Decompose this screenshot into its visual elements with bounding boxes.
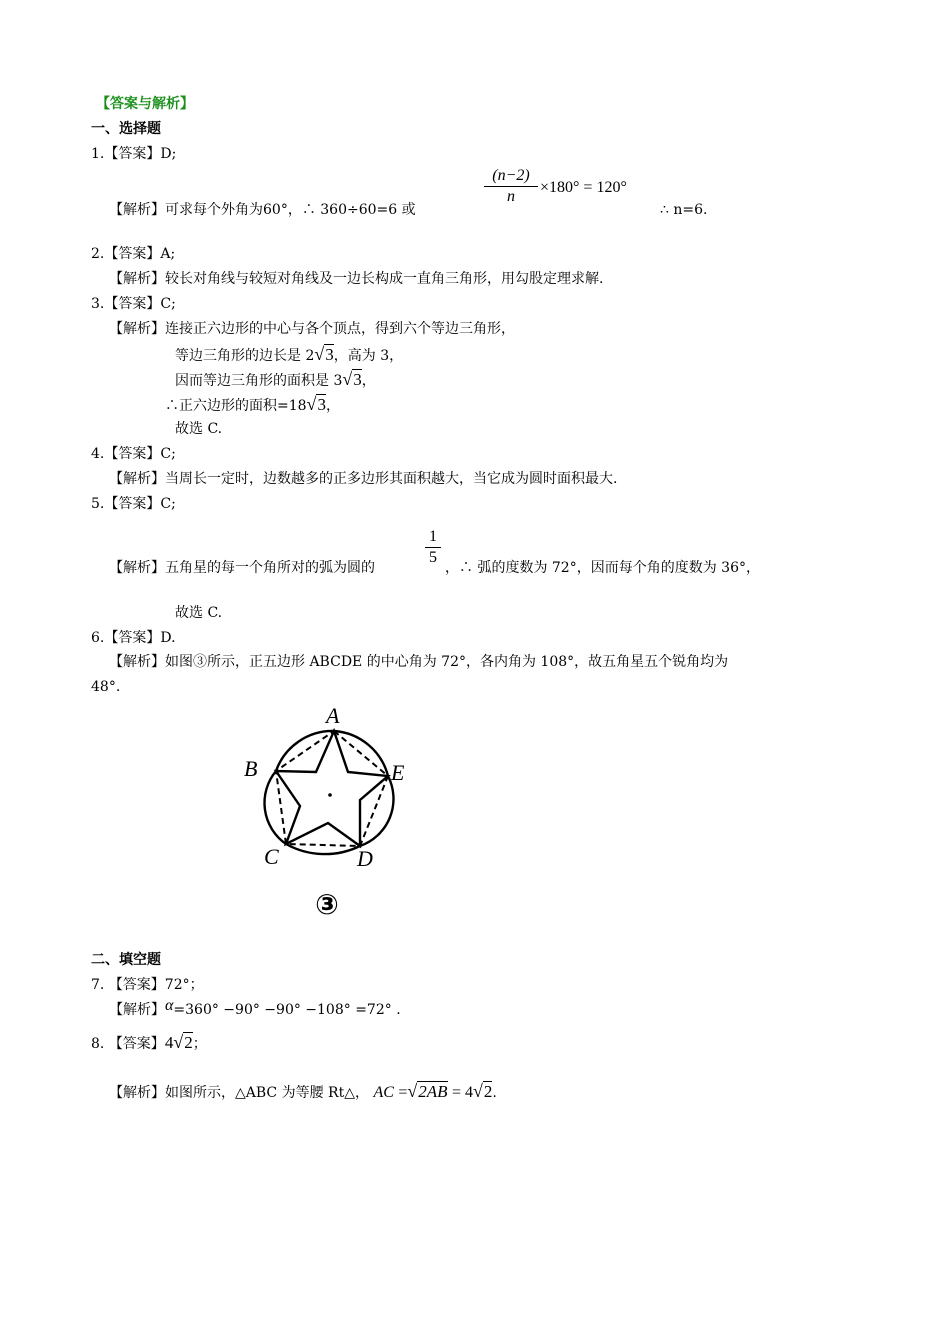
q8-explanation-text: 【解析】如图所示，△ABC 为等腰 Rt△， [109,1085,369,1101]
figure-circle-arcs [264,731,393,854]
q8-answer [91,1032,207,1054]
q5-answer: 5.【答案】C; [91,496,176,512]
figure-star-pentagon [236,696,426,926]
q8-radicand-b: 2 [483,1082,493,1101]
q5-frac-den: 5 [429,549,437,566]
q3-explanation-line4 [165,394,340,416]
label-b: B [244,756,258,781]
q3-radicand-b: 3 [353,370,362,389]
label-d: D [357,846,373,871]
q8-period: . [492,1085,497,1101]
q8-label: 8. 【答案】 [91,1036,165,1052]
q7-equation: =360° −90° −90° −108° =72° . [173,1002,401,1018]
q3-answer: 3.【答案】C; [91,296,176,312]
q1-explanation: 【解析】可求每个外角为60°，∴ 360÷60=6 或 [109,202,416,218]
q3-radicand-c: 3 [317,395,326,414]
q5-explanation-rest: ，∴ 弧的度数为 72°，因而每个角的度数为 36°， [445,560,760,576]
q8-sqrt2-c: √2 [473,1081,493,1101]
q8-coef: 4 [164,1033,174,1052]
q3-height-text: ，高为 3， [333,348,404,364]
q1-fraction [484,166,538,207]
q3-comma-2: ， [325,398,340,414]
q3-sqrt3-a: √3 [314,344,334,364]
q5-explanation: 【解析】五角星的每一个角所对的弧为圆的 [109,560,375,576]
q5-fraction [425,527,441,568]
q1-frac-rest: ×180° = 120° [540,179,627,196]
q2-answer: 2.【答案】A; [91,246,176,262]
q4-explanation: 【解析】当周长一定时，边数越多的正多边形其面积越大，当它成为圆时面积最大. [109,471,618,487]
label-a: A [326,703,340,728]
q5-frac-num: 1 [429,528,437,545]
q8-semicolon: ； [192,1036,207,1052]
q6-explanation-line2: 48°. [91,679,121,695]
q3-explanation-line1: 【解析】连接正六边形的中心与各个顶点，得到六个等边三角形， [109,321,515,337]
q6-explanation-line1: 【解析】如图③所示，正五边形 ABCDE 的中心角为 72°，各内角为 108°，故五角星五个锐角均为 [109,654,729,670]
q8-eq2: = 4 [452,1084,474,1101]
figure-center-dot [328,793,332,797]
q1-answer: 1.【答案】D; [91,146,177,162]
q3-sqrt3-c: √3 [306,394,326,414]
q3-hexagon-area-text: ∴正六边形的面积=18 [165,398,307,414]
q7-answer: 7. 【答案】72°； [91,977,204,993]
q6-answer: 6.【答案】D. [91,630,176,646]
q3-explanation-line2 [175,344,403,366]
q3-radicand-a: 3 [325,345,334,364]
q3-explanation-line3 [175,369,376,391]
q4-answer: 4.【答案】C; [91,446,176,462]
q8-radicand: 2 [184,1033,193,1052]
q1-conclusion: ∴ n=6. [660,202,708,218]
label-c: C [264,844,279,869]
q3-side-text: 等边三角形的边长是 2 [175,348,315,364]
q8-sqrt2-b: √2AB [407,1081,448,1101]
q3-comma: ， [361,373,376,389]
q3-choose: 故选 C. [175,421,223,437]
section-title-choice: 一、选择题 [91,121,161,137]
answer-header: 【答案与解析】 [96,96,194,112]
q7-explanation [109,997,401,1020]
section-title-fill: 二、填空题 [91,952,161,968]
q8-ab: 2AB [418,1082,448,1101]
figure-caption: ③ [315,888,339,921]
q8-ac: AC [373,1084,394,1101]
label-e: E [391,760,405,785]
q7-label: 【解析】 [109,1002,165,1018]
q8-sqrt2: √2 [173,1032,193,1052]
q3-area-text: 因而等边三角形的面积是 3 [175,373,343,389]
q2-explanation: 【解析】较长对角线与较短对角线及一边长构成一直角三角形，用勾股定理求解. [109,271,604,287]
q8-eq: = [398,1084,408,1101]
q1-frac-den: n [507,188,515,205]
q1-frac-num: (n−2) [492,167,530,184]
q7-alpha: α [165,997,174,1014]
q5-choose: 故选 C. [175,605,223,621]
q8-explanation [109,1081,497,1103]
q3-sqrt3-b: √3 [342,369,362,389]
